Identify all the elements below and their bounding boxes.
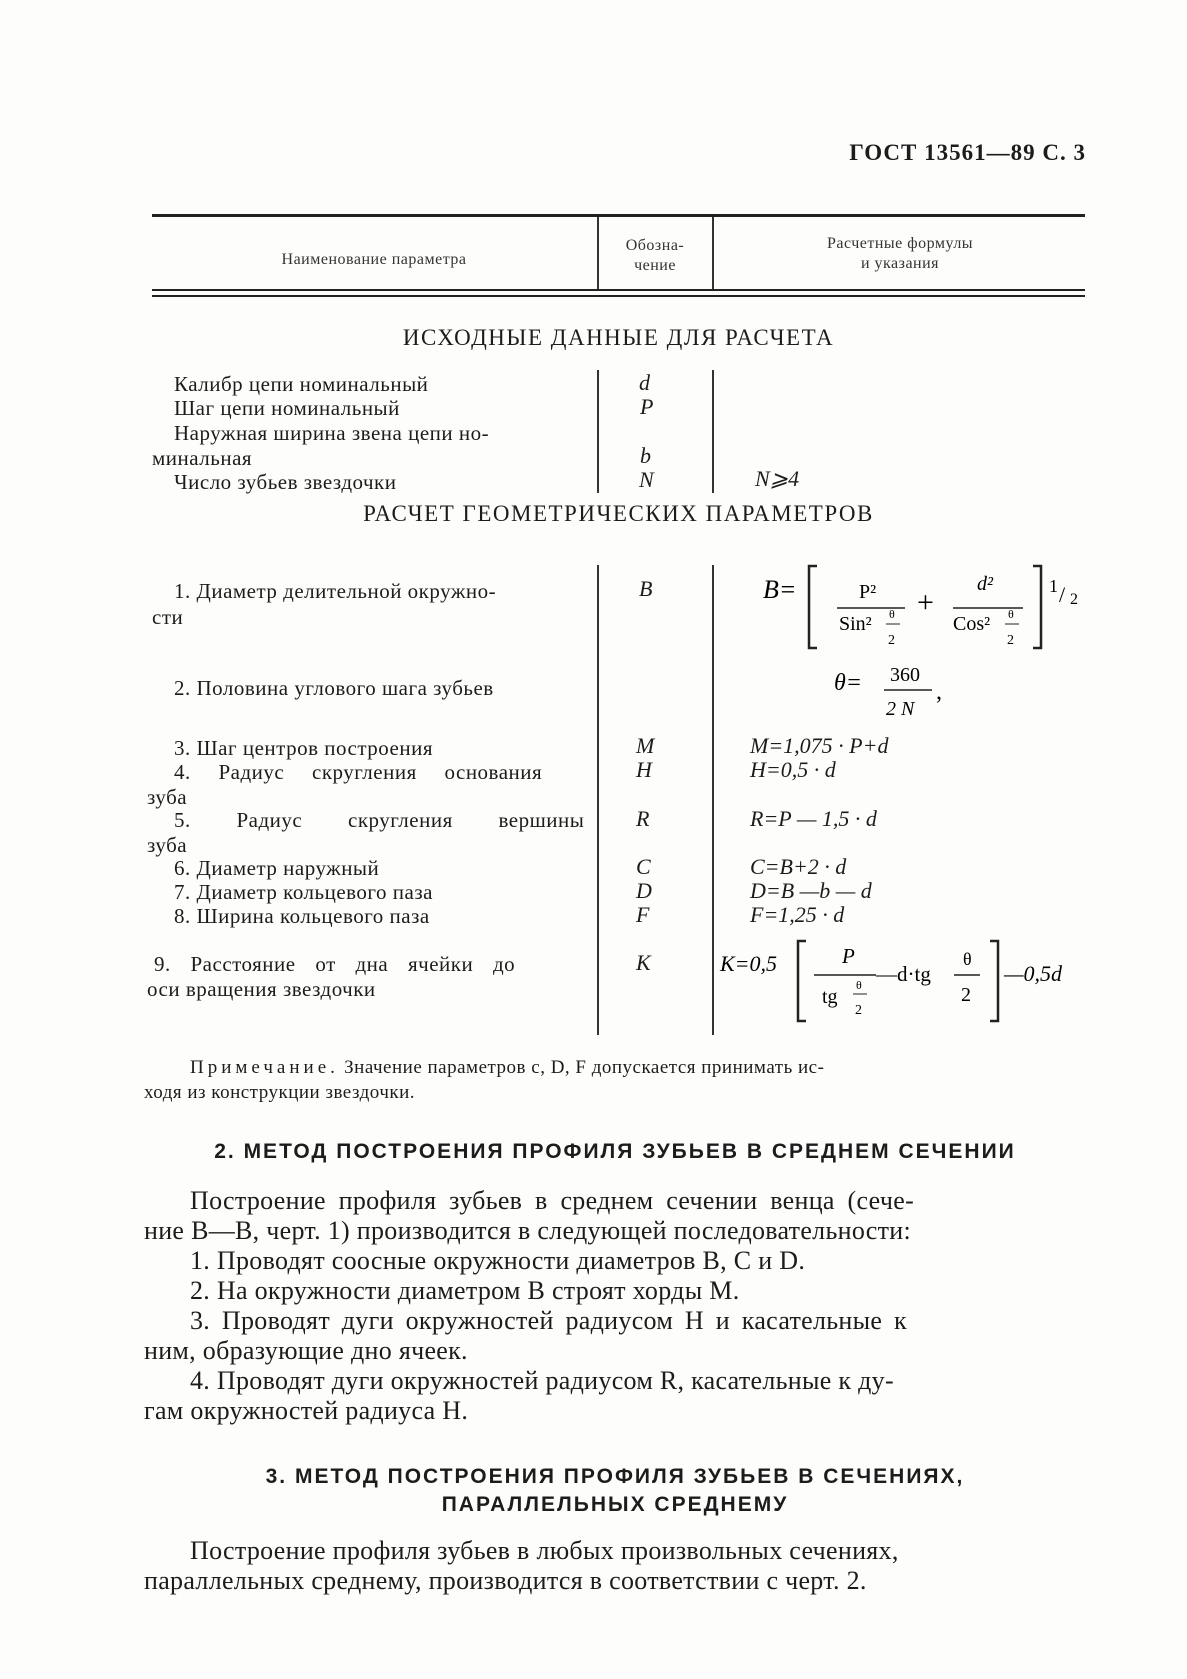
param-formula: N⩾4 <box>755 466 800 491</box>
table-header-rule-1 <box>152 289 1085 291</box>
plus-sign: + <box>917 586 934 619</box>
param-formula: H=0,5 · d <box>750 757 836 782</box>
table-top-rule <box>152 214 1085 217</box>
param-name: 3. Шаг центров построения <box>174 736 433 760</box>
formula-distance <box>718 935 1088 1025</box>
list-item: 4. Проводят дуги окружностей радиусом R, касательные к ду- <box>190 1366 894 1395</box>
numerator: 360 <box>890 664 920 686</box>
formula-diameter <box>755 560 1085 652</box>
middle-term: —d·tg <box>876 962 931 986</box>
param-symbol: H <box>636 757 652 782</box>
param-symbol: B <box>639 576 653 601</box>
column-header-formulas <box>714 234 1086 274</box>
param-name-cont: оси вращения звездочки <box>147 977 376 1001</box>
formula-half-angle <box>830 655 960 725</box>
param-symbol: R <box>636 806 650 831</box>
param-name: Число зубьев звездочки <box>174 470 397 494</box>
param-symbol: C <box>636 854 651 879</box>
param-name: 5. Радиус скругления вершины <box>174 808 585 832</box>
section-heading-initial-data: ИСХОДНЫЕ ДАННЫЕ ДЛЯ РАСЧЕТА <box>402 325 835 350</box>
list-item-cont: ним, образующие дно ячеек. <box>144 1336 468 1365</box>
note-text: Значение параметров c, D, F допускается принимать ис- <box>344 1057 825 1078</box>
paragraph: ние B—B, черт. 1) производится в следующей последовательности: <box>144 1216 912 1245</box>
param-formula: C=B+2 · d <box>750 854 847 879</box>
theta-cos: θ <box>1008 607 1014 621</box>
column-header-formulas-line1: Расчетные формулы <box>826 235 974 252</box>
param-formula: M=1,075 · P+d <box>750 733 889 758</box>
table-note-cont: ходя из конструкции звездочки. <box>144 1082 416 1103</box>
column-header-symbol-line1: Обозна- <box>625 237 685 254</box>
param-symbol: K <box>636 950 651 975</box>
param-name-cont: минальная <box>152 446 253 470</box>
formula-lhs: B= <box>763 575 797 604</box>
left-bracket <box>809 566 817 648</box>
two-tg: 2 <box>855 1003 862 1018</box>
section-2-title: 2. МЕТОД ПОСТРОЕНИЯ ПРОФИЛЯ ЗУБЬЕВ В СРЕДНЕМ СЕЧЕНИИ <box>214 1140 1016 1163</box>
list-item: 1. Проводят соосные окружности диаметров B, C и D. <box>190 1246 806 1275</box>
right-bracket <box>1033 566 1041 648</box>
table-header-rule-2 <box>152 295 1085 297</box>
param-formula: F=1,25 · d <box>750 902 845 927</box>
two-sin: 2 <box>888 633 895 648</box>
param-name-cont: зуба <box>147 833 188 857</box>
section-3-title-cont: ПАРАЛЛЕЛЬНЫХ СРЕДНЕМУ <box>441 1493 789 1516</box>
column-header-name: Наименование параметра <box>281 251 467 268</box>
numerator-d: d² <box>977 573 993 595</box>
theta-tg: θ <box>856 978 862 992</box>
two-mid: 2 <box>961 984 971 1006</box>
param-symbol: b <box>640 443 651 468</box>
note-label: Примечание. <box>190 1057 339 1078</box>
table-note <box>190 1055 824 1080</box>
section-heading-geometric: РАСЧЕТ ГЕОМЕТРИЧЕСКИХ ПАРАМЕТРОВ <box>363 501 874 526</box>
formula-lhs: θ= <box>834 670 862 696</box>
param-symbol: M <box>636 733 655 758</box>
param-name-cont: сти <box>152 605 184 629</box>
two-cos: 2 <box>1007 633 1014 648</box>
param-name-cont: зуба <box>147 785 188 809</box>
exponent-den: 2 <box>1070 591 1078 608</box>
param-name: Калибр цепи номинальный <box>174 372 429 396</box>
list-item-cont: гам окружностей радиуса H. <box>144 1396 469 1425</box>
param-name: 8. Ширина кольцевого паза <box>174 904 430 928</box>
param-name: 6. Диаметр наружный <box>174 856 380 880</box>
param-name: 1. Диаметр делительной окружно- <box>174 579 497 603</box>
param-name: 9. Расстояние от дна ячейки до <box>154 952 516 976</box>
param-symbol: P <box>640 394 654 419</box>
numerator-p: P² <box>859 581 877 603</box>
formula-lhs: K=0,5 <box>720 951 778 976</box>
theta-sin: θ <box>889 607 895 621</box>
param-formula: D=B —b — d <box>750 878 872 903</box>
list-item: 3. Проводят дуги окружностей радиусом H и касательные к <box>190 1306 907 1335</box>
paragraph: параллельных среднему, производится в соответствии с черт. 2. <box>144 1566 867 1595</box>
right-bracket <box>990 941 998 1021</box>
numerator: P <box>842 944 855 968</box>
paragraph: Построение профиля зубьев в любых произвольных сечениях, <box>190 1536 899 1565</box>
exponent-num: 1 <box>1049 576 1058 596</box>
formula-tail: , <box>936 679 942 705</box>
left-bracket <box>798 941 806 1021</box>
section-3-title: 3. МЕТОД ПОСТРОЕНИЯ ПРОФИЛЯ ЗУБЬЕВ В СЕЧЕНИЯХ, <box>265 1465 965 1488</box>
param-name: 2. Половина углового шага зубьев <box>174 676 494 700</box>
column-divider <box>597 565 599 1035</box>
paragraph: Построение профиля зубьев в среднем сечении венца (сече- <box>190 1186 915 1215</box>
formula-tail: —0,5d <box>1004 961 1063 986</box>
param-symbol: F <box>636 902 650 927</box>
denominator-tg: tg <box>822 986 838 1008</box>
param-name: Наружная ширина звена цепи но- <box>174 421 490 445</box>
theta-mid: θ <box>963 949 972 969</box>
denominator-sin: Sin² <box>839 613 872 635</box>
param-symbol: d <box>639 370 650 395</box>
svg-text:/: / <box>1059 582 1066 607</box>
column-divider <box>712 370 714 493</box>
column-header-formulas-line2: и указания <box>860 255 940 272</box>
param-formula: R=P — 1,5 · d <box>750 806 877 831</box>
column-divider <box>597 370 599 493</box>
column-header-symbol-line2: чение <box>634 257 676 274</box>
param-symbol: D <box>636 878 652 903</box>
param-name: 4. Радиус скругления основания <box>174 760 543 784</box>
document-reference: ГОСТ 13561—89 С. 3 <box>849 140 1086 165</box>
column-header-symbol <box>598 236 712 276</box>
denominator: 2 N <box>886 698 915 720</box>
param-name: 7. Диаметр кольцевого паза <box>174 880 433 904</box>
param-name: Шаг цепи номинальный <box>174 396 400 420</box>
column-divider <box>712 565 714 1035</box>
list-item: 2. На окружности диаметром B строят хорды M. <box>190 1276 740 1305</box>
denominator-cos: Cos² <box>953 613 991 635</box>
param-symbol: N <box>639 467 654 492</box>
